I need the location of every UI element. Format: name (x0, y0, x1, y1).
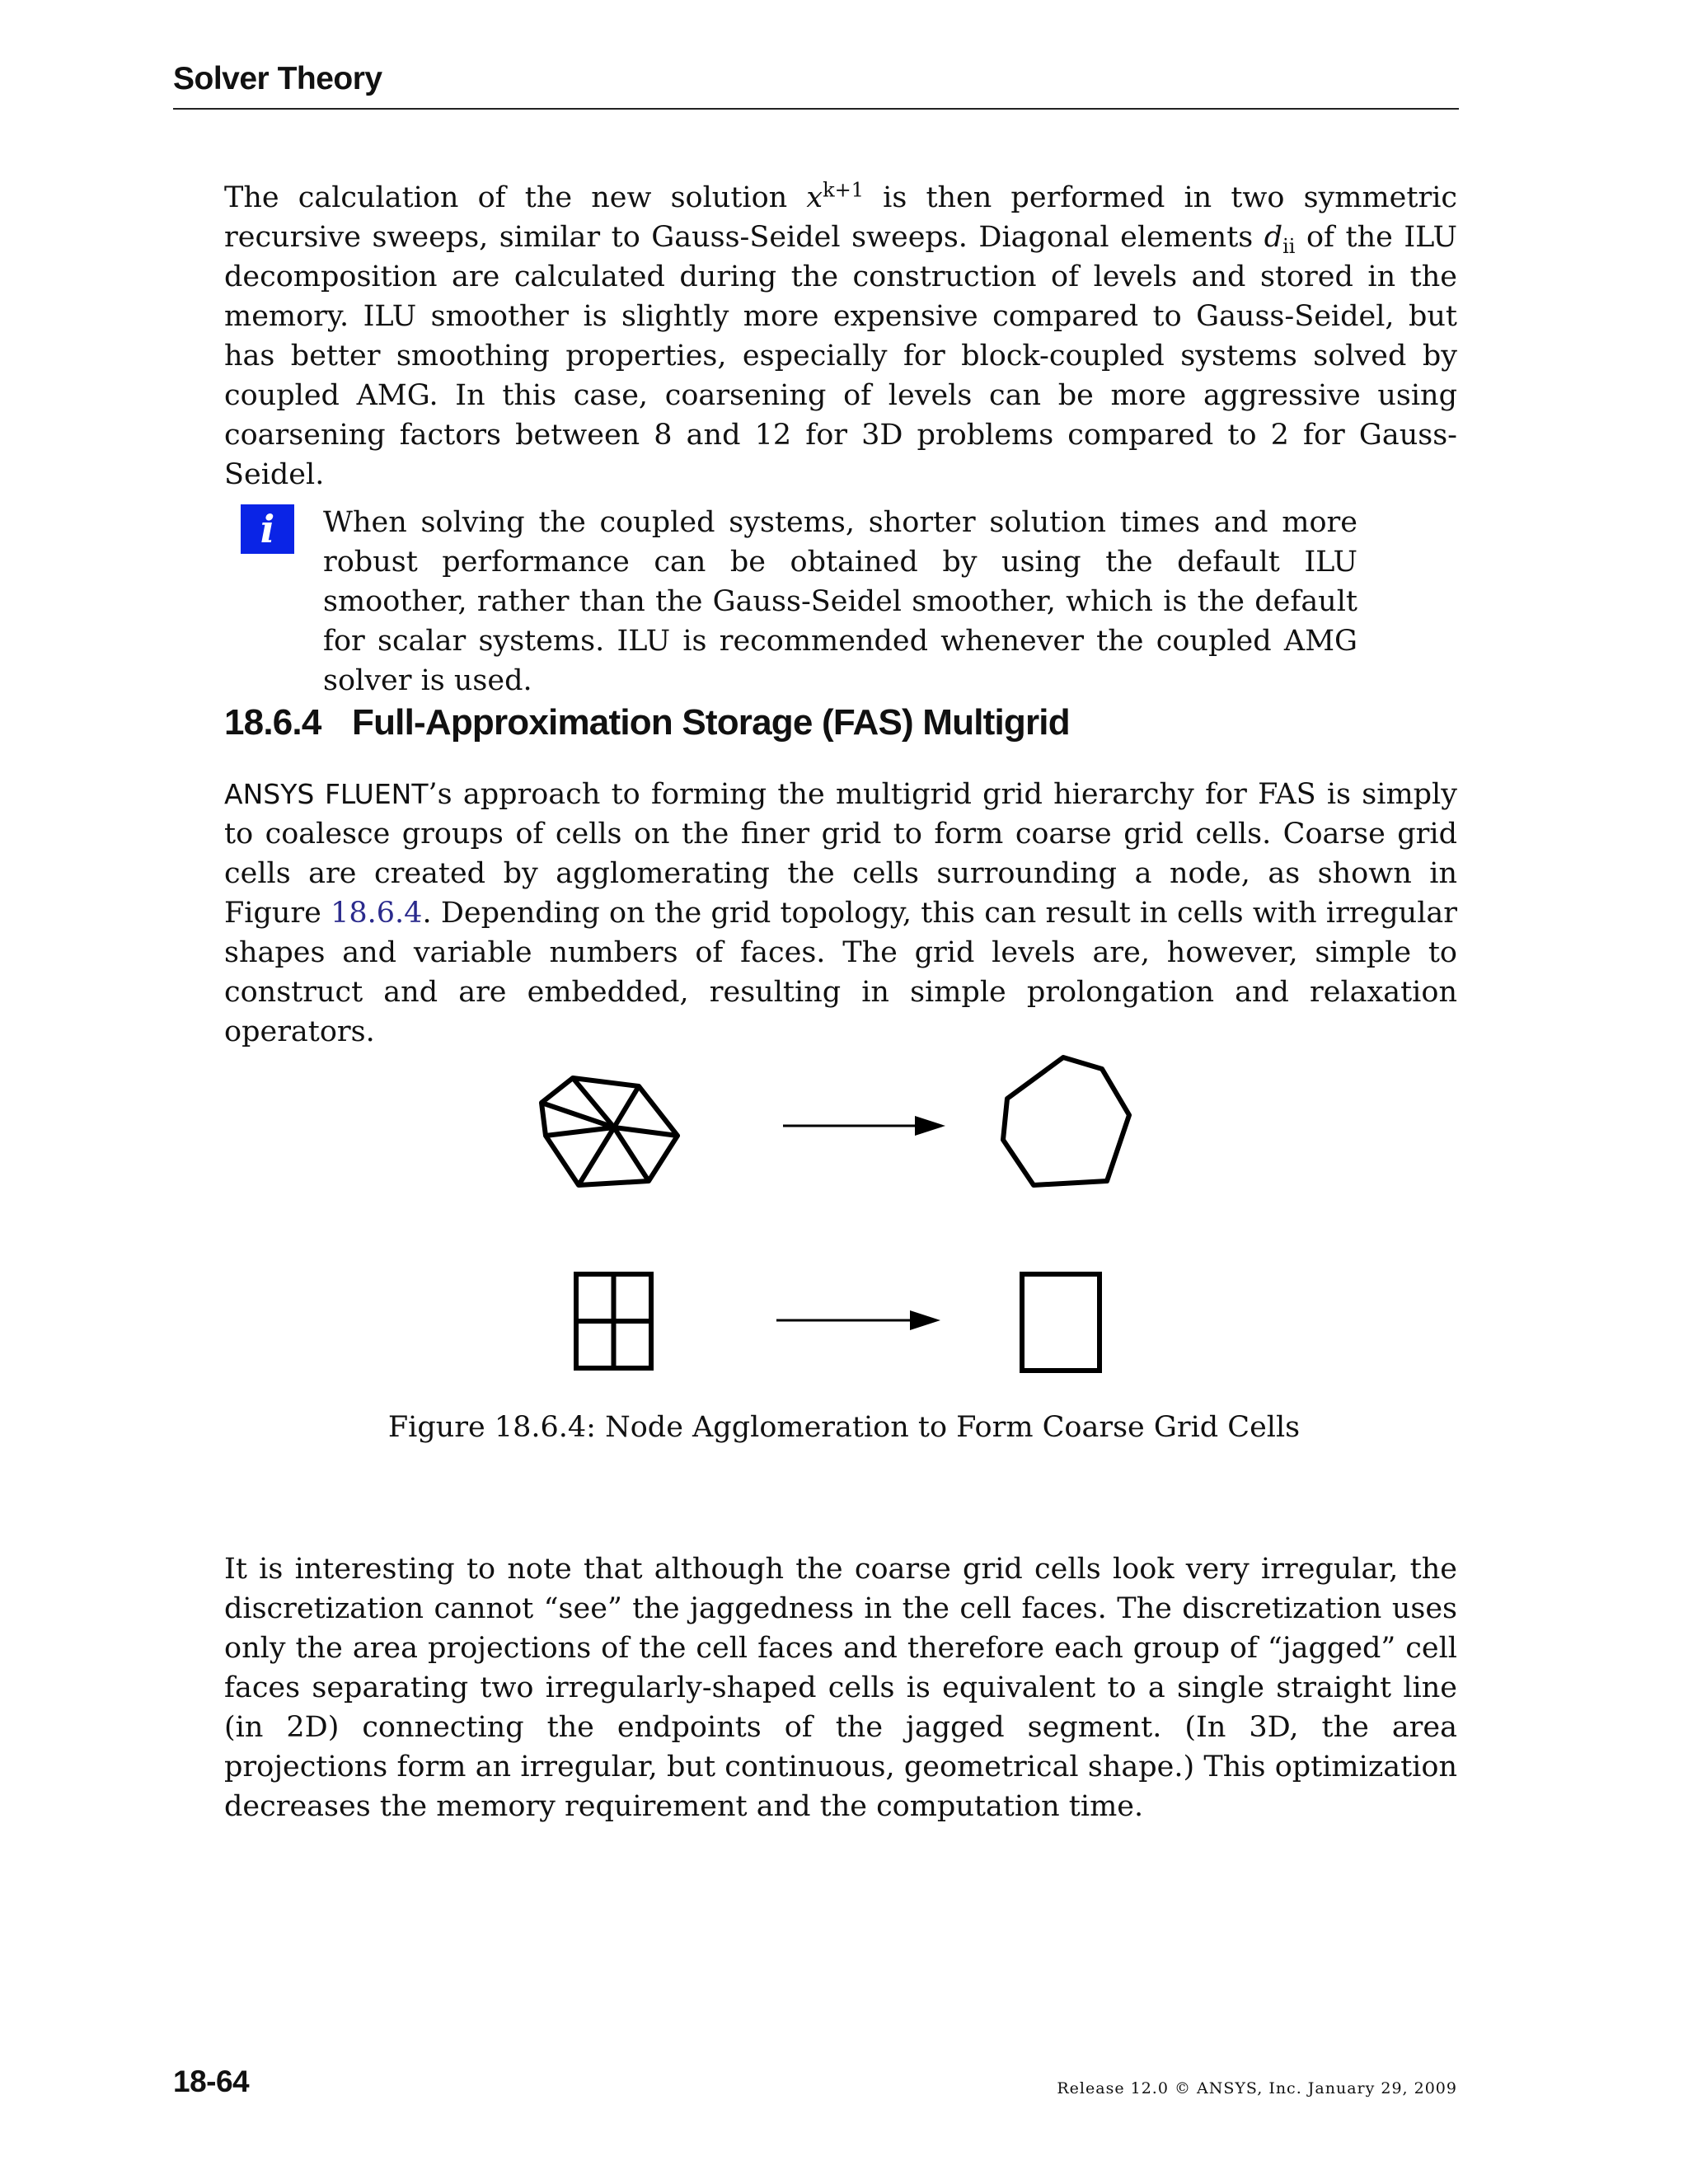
paragraph-fas-approach (224, 775, 1457, 1052)
para1-mid: is then performed in two symmetric recursive sweeps, similar to Gauss-Seidel sweeps. Diagonal elements (224, 181, 1457, 254)
section-title: Full-Approximation Storage (FAS) Multigrid (352, 702, 1070, 743)
page-number: 18-64 (173, 2064, 250, 2098)
product-name: ANSYS FLUENT (224, 778, 429, 810)
para1-rest: of the ILU decomposition are calculated during the construction of levels and stored in the memory. ILU smoother is slightly more expensive compared to Gauss-Seidel, but has better smoothing properties, especially for block-coupled systems solved by coupled AMG. In this case, coarsening of levels can be more aggressive using coarsening factors between 8 and 12 for 3D problems compared to 2 for Gauss-Seidel. (224, 221, 1457, 491)
coarse-heptagon-cell (1003, 1057, 1129, 1185)
figure-xref-link[interactable]: 18.6.4 (331, 897, 423, 930)
paragraph-ilu-smoother (224, 178, 1457, 494)
section-number: 18.6.4 (224, 702, 321, 743)
agglomeration-diagram (0, 1030, 1688, 1401)
para1-lead: The calculation of the new solution (224, 181, 807, 214)
math-superscript: k+1 (823, 178, 865, 202)
fine-quad-cells (576, 1274, 651, 1368)
fine-triangle-cells (542, 1078, 678, 1185)
para2-text-a: ’s approach to forming the multigrid grid hierarchy for FAS is simply to coalesce groups of cells on the finer grid to form coarse grid cells. Coarse grid cells are created by agglomerating the cells surrounding a node, as shown in Figure (224, 778, 1457, 930)
header-rule (173, 108, 1459, 110)
running-header: Solver Theory (173, 61, 382, 96)
coarse-quad-cell (1022, 1274, 1100, 1371)
math-x: x (806, 181, 823, 214)
para2-text-b: . Depending on the grid topology, this can result in cells with irregular shapes and variable numbers of faces. The grid levels are, however, simple to construct and are embedded, resulting in simple prolongation and relaxation operators. (224, 897, 1457, 1048)
info-note-text: When solving the coupled systems, shorter solution times and more robust performance can be obtained by using the default ILU smoother, rather than the Gauss-Seidel smoother, which is the default for scalar systems. ILU is recommended whenever the coupled AMG solver is used. (323, 506, 1357, 697)
agglomeration-figure (0, 1030, 1688, 1401)
arrow-top (783, 1116, 945, 1136)
math-d: d (1264, 221, 1283, 254)
paragraph-jaggedness (224, 1549, 1457, 1826)
section-heading (224, 702, 1070, 743)
math-subscript: ii (1282, 235, 1296, 258)
release-info: Release 12.0 © ANSYS, Inc. January 29, 2009 (1057, 2079, 1457, 2097)
arrow-bottom (776, 1310, 940, 1330)
figure-caption: Figure 18.6.4: Node Agglomeration to Form Coarse Grid Cells (387, 1411, 1301, 1444)
para3-text: It is interesting to note that although the coarse grid cells look very irregular, the discretization cannot “see” the jaggedness in the cell faces. The discretization uses only the area projections of the cell faces and therefore each group of “jagged” cell faces separating two irregularly-shaped cells is equivalent to a single straight line (in 2D) connecting the endpoints of the jagged segment. (In 3D, the area projections form an irregular, but continuous, geometrical shape.) This optimization decreases the memory requirement and the computation time. (224, 1553, 1457, 1823)
info-icon: i (241, 504, 294, 554)
